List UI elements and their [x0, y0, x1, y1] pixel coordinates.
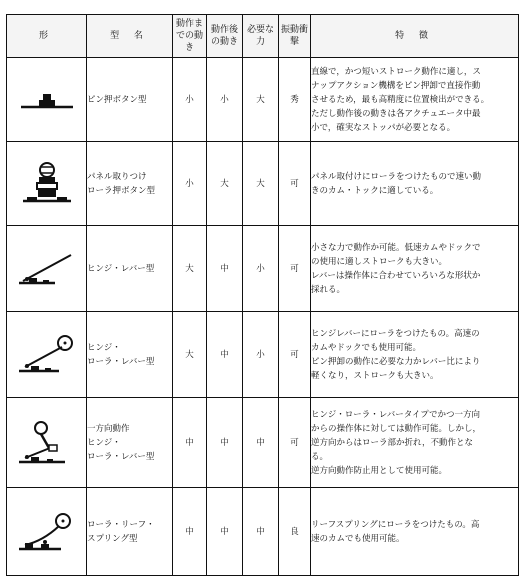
header-force: 必要な力	[243, 15, 279, 58]
shape-cell	[7, 226, 87, 312]
feature-line: ナップアクション機構をピン押卸で直接作動	[311, 80, 481, 91]
force-value: 小	[243, 226, 279, 312]
stroke-before-value: 小	[173, 142, 207, 226]
header-vibration: 振動衝撃	[279, 15, 311, 58]
type-name-line: ローラ押ボタン型	[87, 185, 156, 196]
features-cell	[311, 58, 519, 142]
stroke-after-value: 中	[207, 226, 243, 312]
roller-leaf-spring-icon	[15, 509, 79, 555]
feature-line: 軽くなり，ストロークも大きい。	[311, 370, 439, 381]
type-name-cell	[87, 58, 173, 142]
vibration-value: 可	[279, 142, 311, 226]
shape-cell	[7, 488, 87, 576]
type-name-line: 一方向動作	[87, 423, 130, 434]
stroke-before-value: 中	[173, 488, 207, 576]
force-value: 大	[243, 58, 279, 142]
type-name-line: ピン押ボタン型	[87, 94, 147, 105]
features-cell	[311, 312, 519, 398]
vibration-value: 秀	[279, 58, 311, 142]
stroke-before-value: 中	[173, 398, 207, 488]
feature-line: ヒンジレバーにローラをつけたもの。高速の	[311, 328, 480, 339]
table-header-row	[7, 15, 519, 58]
type-name-cell	[87, 488, 173, 576]
force-value: 大	[243, 142, 279, 226]
type-name-line: ローラ・レバー型	[87, 451, 155, 462]
feature-line: 速のカムでも使用可能。	[311, 533, 405, 544]
hinge-roller-lever-icon	[15, 333, 79, 377]
header-stroke-before: 動作までの動き	[173, 15, 207, 58]
features-cell	[311, 488, 519, 576]
force-value: 中	[243, 488, 279, 576]
stroke-after-value: 中	[207, 312, 243, 398]
header-shape: 形	[7, 15, 87, 58]
type-name-line: スプリング型	[87, 533, 138, 544]
features-cell	[311, 226, 519, 312]
stroke-before-value: 大	[173, 312, 207, 398]
type-name-cell	[87, 312, 173, 398]
vibration-value: 可	[279, 226, 311, 312]
table-row	[7, 488, 519, 576]
force-value: 小	[243, 312, 279, 398]
header-type-name: 型 名	[87, 15, 173, 58]
header-stroke-after: 動作後の動き	[207, 15, 243, 58]
feature-line: パネル取付けにローラをつけたもので速い動	[311, 171, 482, 182]
type-name-line: ヒンジ・	[87, 342, 121, 353]
one-way-roller-lever-icon	[15, 418, 79, 468]
feature-line: ピン押卸の動作に必要な力かレバー比により	[311, 356, 481, 367]
stroke-after-value: 小	[207, 58, 243, 142]
feature-line: ヒンジ・ローラ・レバータイプでかつ一方向	[311, 409, 481, 420]
shape-cell	[7, 312, 87, 398]
feature-line: 直線で，かつ短いストローク動作に適し，ス	[311, 66, 481, 77]
type-name-cell	[87, 142, 173, 226]
table-row	[7, 58, 519, 142]
feature-line: させるため，最も高精度に位置検出ができる。	[311, 94, 490, 105]
feature-line: 採れる。	[311, 284, 346, 295]
hinge-lever-icon	[15, 249, 79, 289]
stroke-after-value: 中	[207, 488, 243, 576]
shape-cell	[7, 142, 87, 226]
type-name-cell	[87, 226, 173, 312]
table-row	[7, 398, 519, 488]
stroke-before-value: 大	[173, 226, 207, 312]
shape-cell	[7, 58, 87, 142]
type-name-line: ローラ・リーフ・	[87, 519, 155, 530]
feature-line: の使用に適しストロークも大きい。	[311, 256, 448, 267]
table-row	[7, 312, 519, 398]
features-cell	[311, 398, 519, 488]
pin-plunger-icon	[17, 87, 77, 113]
type-name-line: ローラ・レバー型	[87, 356, 155, 367]
vibration-value: 可	[279, 312, 311, 398]
feature-line: る。	[311, 451, 329, 462]
stroke-after-value: 中	[207, 398, 243, 488]
feature-line: レバーは操作体に合わせていろいろな形状か	[311, 270, 481, 281]
feature-line: 逆方向動作防止用として使用可能。	[311, 465, 448, 476]
type-name-line: ヒンジ・レバー型	[87, 263, 155, 274]
feature-line: 小さな力で動作か可能。低速カムやドックで	[311, 242, 481, 253]
vibration-value: 可	[279, 398, 311, 488]
feature-line: からの操作体に対しては動作可能。しかし，	[311, 423, 482, 434]
features-cell	[311, 142, 519, 226]
type-name-line: パネル取りつけ	[87, 171, 147, 182]
feature-line: リーフスプリングにローラをつけたもの。高	[311, 519, 480, 530]
panel-roller-plunger-icon	[17, 159, 77, 209]
type-name-cell	[87, 398, 173, 488]
force-value: 中	[243, 398, 279, 488]
actuator-comparison-table	[6, 14, 519, 576]
feature-line: カムやドックでも使用可能。	[311, 342, 421, 353]
header-features: 特 徴	[311, 15, 519, 58]
feature-line: 小で，確実なストッパが必要となる。	[311, 122, 456, 133]
vibration-value: 良	[279, 488, 311, 576]
feature-line: きのカム・トックに適している。	[311, 185, 439, 196]
type-name-line: ヒンジ・	[87, 437, 121, 448]
shape-cell	[7, 398, 87, 488]
stroke-before-value: 小	[173, 58, 207, 142]
table-row	[7, 226, 519, 312]
table-row	[7, 142, 519, 226]
stroke-after-value: 大	[207, 142, 243, 226]
feature-line: 逆方向からはローラ部か折れ，不動作とな	[311, 437, 474, 448]
feature-line: ただし動作後の動きは各アクチュエータ中最	[311, 108, 481, 119]
